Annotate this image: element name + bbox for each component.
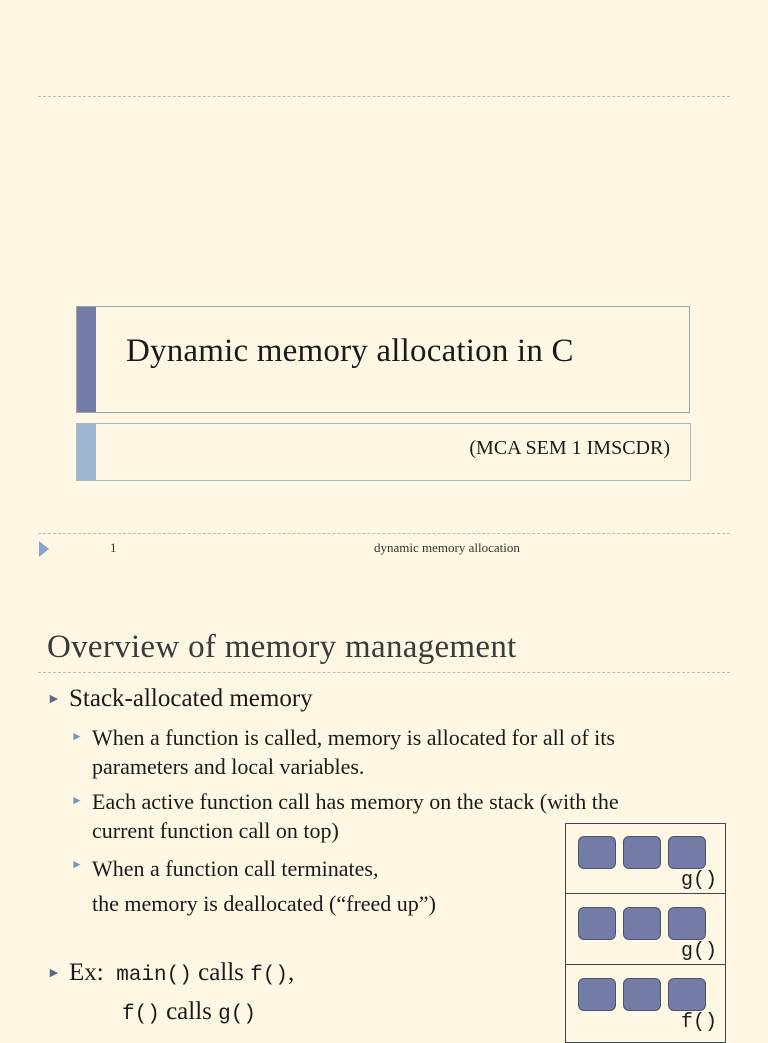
sub-bullet-line: current function call on top) [92,818,339,843]
footer-arrow-icon [39,541,49,557]
sub-bullet-arrow-icon: ► [71,729,83,743]
slide-title: Dynamic memory allocation in C [126,333,574,369]
slide2-title: Overview of memory management [47,629,517,665]
sub-bullet-arrow-icon: ► [71,857,83,871]
code-main: main() [116,964,192,987]
stack-cell [578,978,616,1011]
stack-frame [566,966,725,1036]
stack-cell [578,907,616,940]
bullet-example-line2 [122,998,256,1026]
top-divider [38,96,730,97]
footer-divider [38,533,730,534]
stack-frame-label: g() [680,869,717,892]
slide-subtitle-box [76,423,691,481]
sub-bullet-call-terminates [92,851,436,921]
sub-bullet-line: the memory is deallocated (“freed up”) [92,891,436,916]
sub-bullet-function-called [92,723,615,781]
bullet-example [69,959,294,987]
slide-title-box [76,306,690,413]
example-text: calls [166,998,212,1025]
code-f: f() [122,1003,160,1026]
code-f: f() [250,964,288,987]
example-prefix: Ex: [69,959,104,986]
stack-cell [623,907,661,940]
sub-bullet-line: Each active function call has memory on the stack (with the [92,789,619,814]
stack-cell [668,836,706,869]
stack-cell [668,978,706,1011]
stack-frame [566,895,725,965]
example-text: calls [198,959,244,986]
sub-bullet-arrow-icon: ► [71,793,83,807]
slide-number: 1 [110,540,117,555]
stack-frame-label: g() [680,940,717,963]
sub-bullet-line: parameters and local variables. [92,754,365,779]
title-accent-bar [77,307,96,412]
bullet-stack-memory: Stack-allocated memory [69,685,313,712]
example-comma: , [287,959,295,986]
stack-cell [623,836,661,869]
code-g: g() [218,1003,256,1026]
sub-bullet-line: When a function is called, memory is allocated for all of its [92,725,615,750]
bullet-arrow-icon: ► [47,692,61,707]
sub-bullet-line: When a function call terminates, [92,856,379,881]
stack-frame-label: f() [680,1011,717,1034]
stack-cell [578,836,616,869]
stack-cell [668,907,706,940]
sub-bullet-active-call [92,787,619,845]
footer-title: dynamic memory allocation [374,540,520,555]
subtitle-accent-bar [77,424,96,480]
stack-cell [623,978,661,1011]
slide-subtitle: (MCA SEM 1 IMSCDR) [469,437,670,459]
call-stack-diagram [565,823,726,1043]
stack-frame [566,824,725,894]
bullet-arrow-icon: ► [47,966,61,981]
slide2-title-divider [38,672,730,673]
